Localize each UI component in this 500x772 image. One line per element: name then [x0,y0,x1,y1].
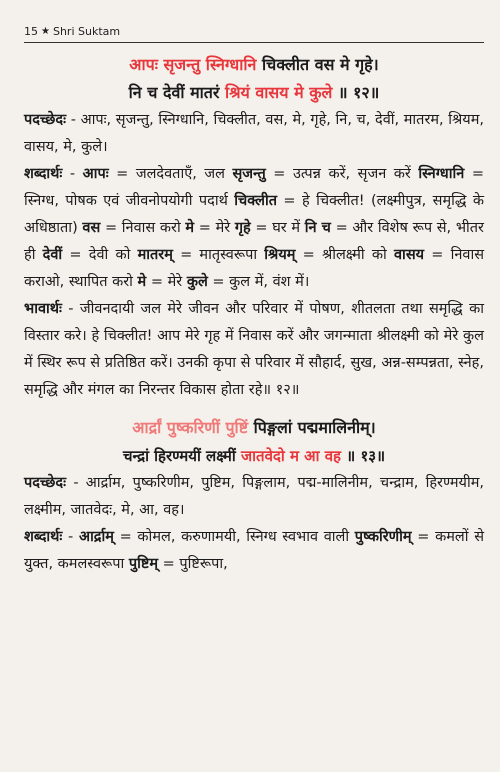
term-word: सृजन्तु [232,166,266,182]
padaccheda-label: पदच्छेदः [24,475,67,491]
section-gap [24,404,484,414]
term-meaning: = निवास कराओ, स्थापित करो [24,247,485,290]
term-meaning: = मेरे [146,274,187,290]
shabdartha-12 [24,161,484,296]
term-meaning: - [62,166,83,182]
verse-13-line-1-pink: आर्द्रां पुष्करिणीं पुष्टिं [132,418,249,437]
term-word: मे [137,274,147,290]
term-meaning: = निवास करो [100,220,186,236]
verse-12-line-2-red: श्रियं वासय मे कुले [225,83,333,102]
term-word: वस [82,220,101,236]
shabdartha-label: शब्दार्थः [24,529,63,545]
term-word: आर्द्राम् [78,529,114,545]
term-meaning: = देवी को [62,247,138,263]
verse-13-line-2-black: चन्द्रां हिरण्मयीं लक्ष्मीं [122,447,236,465]
verse-13-line-1-black: पिङ्गलां पद्ममालिनीम्। [253,418,376,437]
header-rule [24,42,484,43]
shabdartha-13 [24,524,484,578]
term-meaning: = मेरे [194,220,235,236]
shabdartha-body [24,166,484,290]
verse-12-number: ॥ १२॥ [337,83,380,102]
term-meaning: = जलदेवताएँ, जल [108,166,233,182]
term-meaning: - [62,529,79,545]
verse-12-line-2 [24,79,484,107]
term-meaning: = कुल में, वंश में। [207,274,310,290]
term-word: श्रियम् [264,247,296,263]
term-word: पुष्करिणीम् [354,529,412,545]
verse-13-line-2 [24,442,484,470]
verse-12-line-1 [24,51,484,79]
book-title: Shri Suktam [52,24,121,38]
verse-13-number: ॥ १३॥ [346,447,386,465]
verse-12-line-2-black: नि च देवीं मातरं [128,83,220,102]
padaccheda-label: पदच्छेदः [24,112,67,128]
verse-13-line-1 [24,414,484,442]
term-meaning: = घर में [250,220,305,236]
padaccheda-13 [24,470,484,524]
term-meaning: = मातृस्वरूपा [172,247,265,263]
term-word: नि च [304,220,331,236]
term-word: वासय [394,247,425,263]
bhavartha-label: भावार्थः [24,301,62,317]
term-meaning: = स्निग्ध, पोषक एवं जीवनोपयोगी पदार्थ [24,166,484,209]
term-meaning: = उत्पन्न करें, सृजन करें [265,166,419,182]
term-meaning: = कमलों से युक्त, कमलस्वरूपा [24,529,484,572]
padaccheda-12 [24,107,484,161]
term-word: मातरम् [137,247,173,263]
term-word: आपः [82,166,109,182]
verse-12-line-1-red: आपः सृजन्तु स्निग्धानि [129,55,257,74]
verse-13-line-2-red: जातवेदो म आ वह [241,447,342,465]
term-word: कुले [186,274,208,290]
padaccheda-text: - आर्द्राम, पुष्करिणीम, पुष्टिम, पिङ्गलाम, पद्म-मालिनीम, चन्द्राम, हिरण्मयीम, लक्ष्मीम, जातवेदः, मे, आ, वह। [24,475,484,518]
shabdartha-body [24,529,484,572]
term-word: मे [185,220,195,236]
term-word: देवीं [42,247,63,263]
shabdartha-label: शब्दार्थः [24,166,63,182]
page-number: 15 [24,24,38,38]
term-word: चिक्लीत [234,193,277,209]
term-meaning: = कोमल, करुणामयी, स्निग्ध स्वभाव वाली [113,529,355,545]
bhavartha-text: - जीवनदायी जल मेरे जीवन और परिवार में पोषण, शीतलता तथा समृद्धि का विस्तार करे। हे चिक्लीत! आप मेरे गृह में निवास करें और जगन्माता श्रीलक्ष्मी को मेरे कुल में स्थिर रूप से प्रतिष्ठित करें। उनकी कृपा से परिवार में सौहार्द, सुख, अन्न-सम्पन्नता, स्नेह, समृद्धि और मंगल का निरन्तर विकास होता रहे॥ १२॥ [24,301,484,398]
padaccheda-text: - आपः, सृजन्तु, स्निग्धानि, चिक्लीत, वस, मे, गृहे, नि, च, देवीं, मातरम, श्रियम, वासय, मे, कुले। [24,112,484,155]
term-word: गृहे [234,220,251,236]
term-word: पुष्टिम् [128,556,159,572]
bhavartha-12 [24,296,484,404]
term-meaning: = श्रीलक्ष्मी को [295,247,394,263]
term-meaning: = हे चिक्लीत! (लक्ष्मीपुत्र, समृद्धि के अधिष्ठाता) [24,193,485,236]
page-header [24,22,484,40]
star-icon: ★ [41,25,50,37]
verse-12-line-1-black: चिक्लीत वस मे गृहे। [262,55,379,74]
term-meaning: = और विशेष रूप से, भीतर ही [24,220,484,263]
term-word: स्निग्धानि [418,166,465,182]
term-meaning: = पुष्टिरूपा, [158,556,228,572]
